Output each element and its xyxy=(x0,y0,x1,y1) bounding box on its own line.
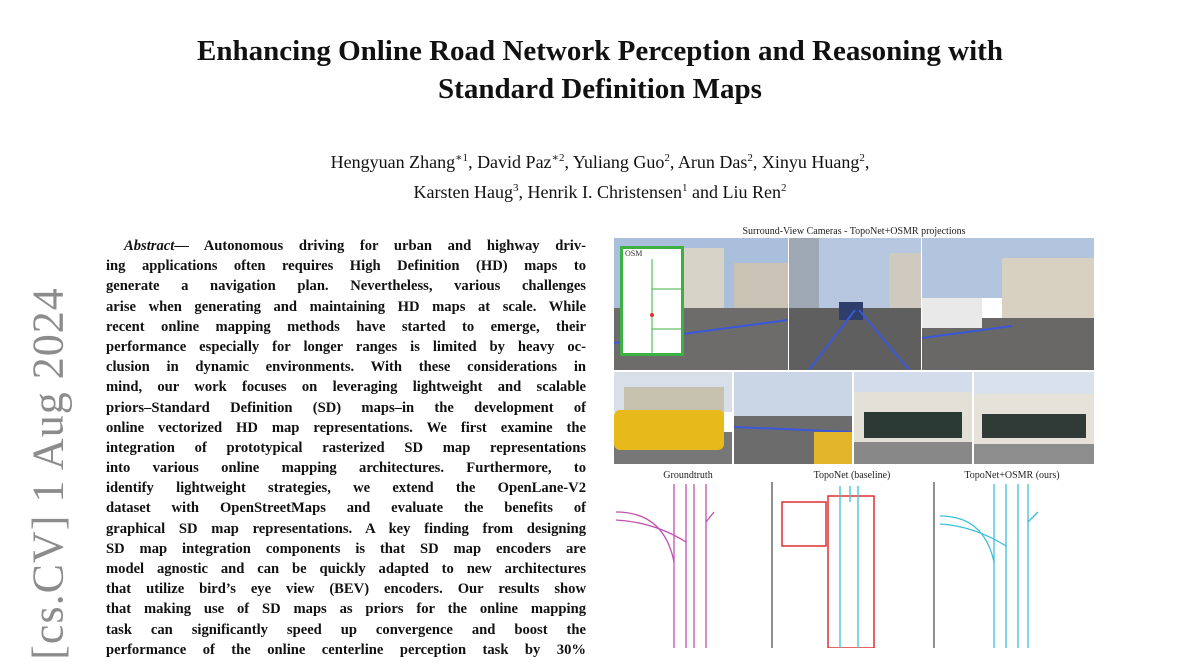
author-name: David Paz xyxy=(477,152,552,172)
abstract-line: recent online mapping methods have started to emerge, their xyxy=(106,318,586,335)
osm-inset-map xyxy=(620,246,684,356)
abstract xyxy=(106,236,586,660)
author-separator: , xyxy=(752,152,762,172)
author-name: Karsten Haug xyxy=(413,182,513,202)
figure-title: Surround-View Cameras - TopoNet+OSMR projections xyxy=(742,226,966,237)
title-line-1: Enhancing Online Road Network Perception and Reasoning with xyxy=(197,35,1003,67)
camera-back-right-2 xyxy=(974,372,1094,464)
abstract-lead: Abstract xyxy=(124,238,175,254)
abstract-line: dataset with OpenStreetMaps and evaluate the benefits of xyxy=(106,500,586,517)
camera-front xyxy=(789,238,921,370)
abstract-line: into various online mapping architectures. Furthermore, to xyxy=(106,460,586,477)
ours-lanes xyxy=(940,484,1038,648)
author-separator: , xyxy=(468,152,478,172)
abstract-dash: — xyxy=(174,238,204,254)
abstract-line: clusion in dynamic environments. With these considerations in xyxy=(106,359,586,376)
abstract-line: that utilize bird’s eye view (BEV) encoders. Our results show xyxy=(106,581,586,598)
author-affiliation: 2 xyxy=(747,152,753,164)
abstract-line: priors–Standard Definition (SD) maps–in the development of xyxy=(106,399,586,416)
abstract-line: performance especially for longer ranges is limited by heavy oc- xyxy=(106,338,586,355)
author-name: Xinyu Huang xyxy=(761,152,860,172)
abstract-line: that making use of SD maps as priors for the online mapping xyxy=(106,601,586,618)
camera-back-right-1 xyxy=(854,372,972,464)
author-affiliation: ∗1 xyxy=(455,152,469,164)
author-affiliation: ∗2 xyxy=(551,152,565,164)
teaser-figure xyxy=(614,226,1094,648)
abstract-line: Abstract— Autonomous driving for urban and highway driv- xyxy=(124,238,587,254)
abstract-line: ing applications often requires High Definition (HD) maps to xyxy=(106,258,586,275)
abstract-line: generate a navigation plan. Nevertheless, various challenges xyxy=(106,278,586,295)
authors-line-2 xyxy=(150,175,1050,205)
camera-back-left xyxy=(614,372,732,464)
panel-label-ours: TopoNet+OSMR (ours) xyxy=(964,470,1060,481)
author-affiliation: 3 xyxy=(513,182,519,194)
abstract-line: task can significantly speed up convergence and boost the xyxy=(106,621,586,638)
author-name: Hengyuan Zhang xyxy=(330,152,456,172)
title-line-2: Standard Definition Maps xyxy=(438,73,762,105)
author-separator: , xyxy=(518,182,528,202)
arxiv-stamp: [cs.CV] 1 Aug 2024 xyxy=(23,287,73,660)
abstract-line: model agnostic and can be quickly adapted to new architectures xyxy=(106,561,586,577)
author-name: Henrik I. Christensen xyxy=(527,182,682,202)
panel-label-baseline: TopoNet (baseline) xyxy=(813,470,891,481)
author-affiliation: 2 xyxy=(859,152,865,164)
abstract-line: graphical SD map representations. A key finding from designing xyxy=(106,520,586,537)
author-affiliation: 2 xyxy=(780,182,787,194)
authors-line-1: Hengyuan Zhang$^{∗1}$, David Paz$^{∗2}$, Yuliang Guo$^2$, Arun Das$^2$, Xinyu Huang$^2$, xyxy=(330,152,870,172)
baseline-output xyxy=(782,486,874,648)
abstract-line: SD map integration components is that SD map encoders are xyxy=(106,540,586,557)
panel-label-groundtruth: Groundtruth xyxy=(663,470,713,481)
author-name: Liu Ren xyxy=(722,182,781,202)
abstract-line: integration of prototypical rasterized SD map representations xyxy=(106,439,586,456)
author-list xyxy=(150,145,1050,205)
camera-front-right xyxy=(922,238,1094,370)
abstract-line: mind, our work focuses on leveraging lightweight and scalable xyxy=(106,379,586,396)
bev-panels xyxy=(614,482,1094,648)
groundtruth-lanes xyxy=(616,484,714,648)
author-affiliation: 2 xyxy=(664,152,670,164)
paper-title xyxy=(100,32,1100,108)
author-name: Yuliang Guo xyxy=(572,152,665,172)
osm-label: OSM xyxy=(625,249,643,258)
author-separator: and xyxy=(687,182,723,202)
author-separator: , xyxy=(669,152,678,172)
abstract-line: online vectorized HD map representations. We first examine the xyxy=(106,419,586,436)
author-name: Arun Das xyxy=(677,152,748,172)
abstract-line: arise when generating and maintaining HD maps at scale. While xyxy=(106,298,586,315)
author-separator: , xyxy=(564,152,573,172)
abstract-line: identify lightweight strategies, we extend the OpenLane-V2 xyxy=(106,480,586,497)
abstract-line: performance of the online centerline perception task by 30% xyxy=(106,641,586,658)
camera-front-left xyxy=(614,238,788,370)
author-affiliation: 1 xyxy=(681,182,688,194)
camera-back xyxy=(734,372,852,464)
